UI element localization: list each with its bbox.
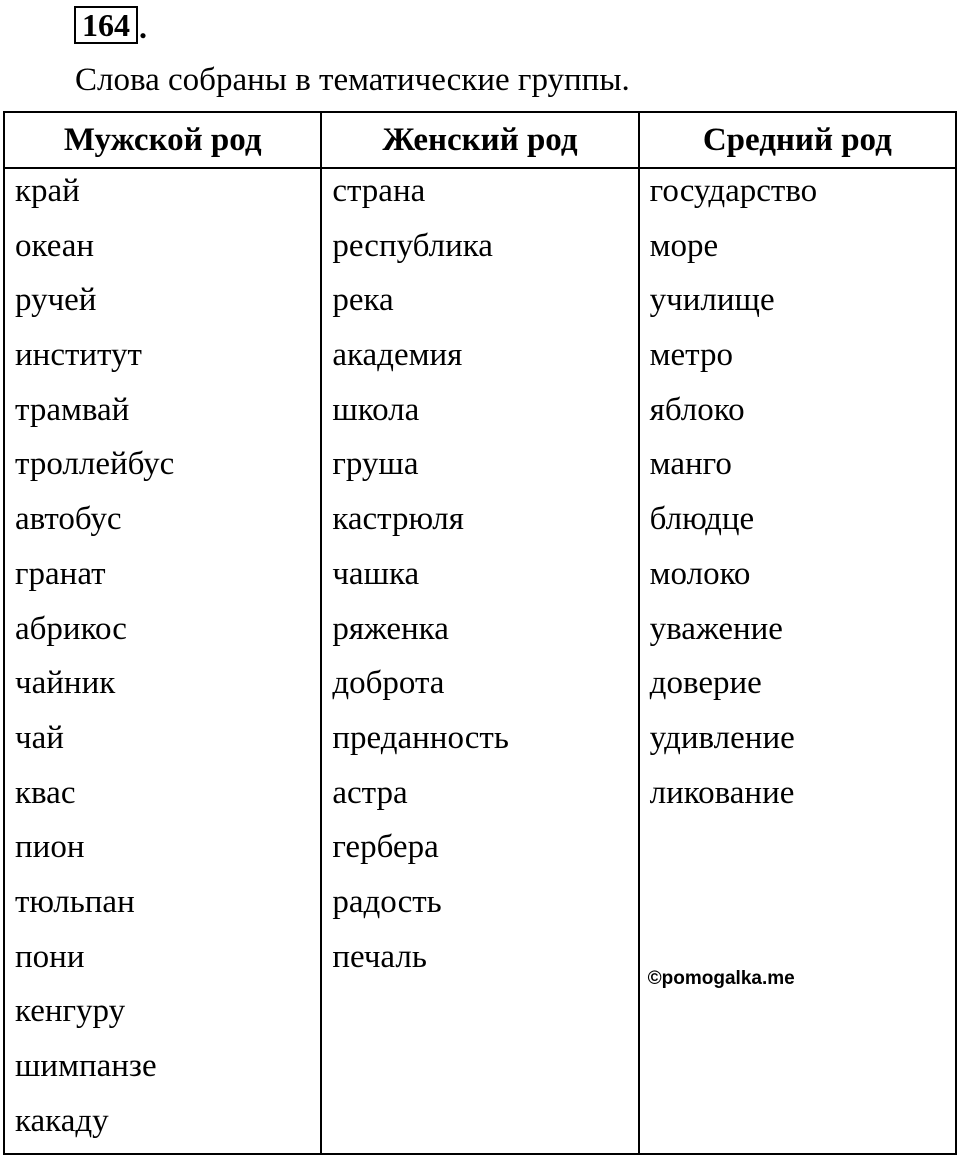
word-item: какаду [15, 1102, 109, 1139]
word-item: институт [15, 337, 142, 374]
word-item: метро [649, 337, 734, 374]
word-item: доброта [332, 665, 445, 702]
word-item: кастрюля [332, 501, 464, 538]
word-item: доверие [649, 665, 762, 702]
word-item: блюдце [649, 501, 755, 538]
header-neuter: Средний род [639, 112, 956, 168]
word-item: квас [15, 774, 76, 811]
word-item: троллейбус [15, 446, 175, 483]
word-item: училище [649, 282, 775, 319]
word-item: страна [332, 173, 426, 209]
word-item: государство [649, 173, 818, 209]
word-item: море [649, 227, 719, 264]
word-item: академия [332, 337, 463, 374]
word-item: пион [15, 829, 85, 866]
word-item: абрикос [15, 610, 127, 647]
word-item: трамвай [15, 391, 130, 428]
word-item: тюльпан [15, 883, 135, 920]
word-item: манго [649, 446, 732, 483]
word-item: печаль [332, 938, 427, 975]
table-body-row [4, 168, 956, 1154]
word-item: школа [332, 391, 420, 428]
gender-word-table [3, 111, 957, 1155]
masculine-word-list [5, 169, 320, 1153]
task-intro-text: Слова собраны в тематические группы. [75, 62, 630, 98]
word-item: гербера [332, 829, 439, 866]
feminine-word-list [322, 169, 637, 989]
word-item: яблоко [649, 391, 745, 428]
column-feminine [321, 168, 638, 1154]
word-item: астра [332, 774, 408, 811]
word-item: республика [332, 227, 493, 264]
task-number: 164 [74, 6, 138, 44]
header-feminine: Женский род [321, 112, 638, 168]
word-item: чайник [15, 665, 116, 702]
word-item: ручей [15, 282, 97, 319]
word-item: океан [15, 227, 95, 264]
word-item: ликование [649, 774, 795, 811]
watermark-text: ©pomogalka.me [647, 968, 795, 989]
column-neuter [639, 168, 956, 1154]
word-item: чай [15, 719, 64, 756]
word-item: чашка [332, 555, 420, 592]
table-header-row [4, 112, 956, 168]
word-item: автобус [15, 501, 122, 538]
header-masculine: Мужской род [4, 112, 321, 168]
word-item: молоко [649, 555, 751, 592]
word-item: уважение [649, 610, 783, 647]
word-item: кенгуру [15, 993, 126, 1030]
word-item: шимпанзе [15, 1048, 157, 1084]
word-item: пони [15, 938, 85, 975]
word-item: удивление [649, 719, 795, 756]
word-item: радость [332, 883, 442, 920]
neuter-word-list [640, 169, 955, 825]
task-number-dot: . [139, 9, 147, 45]
word-item: груша [332, 446, 419, 483]
word-item: гранат [15, 555, 106, 592]
word-item: преданность [332, 719, 509, 756]
word-item: край [15, 173, 80, 209]
column-masculine [4, 168, 321, 1154]
task-number-block [74, 4, 147, 44]
word-item: река [332, 282, 394, 319]
word-item: ряженка [332, 610, 449, 647]
